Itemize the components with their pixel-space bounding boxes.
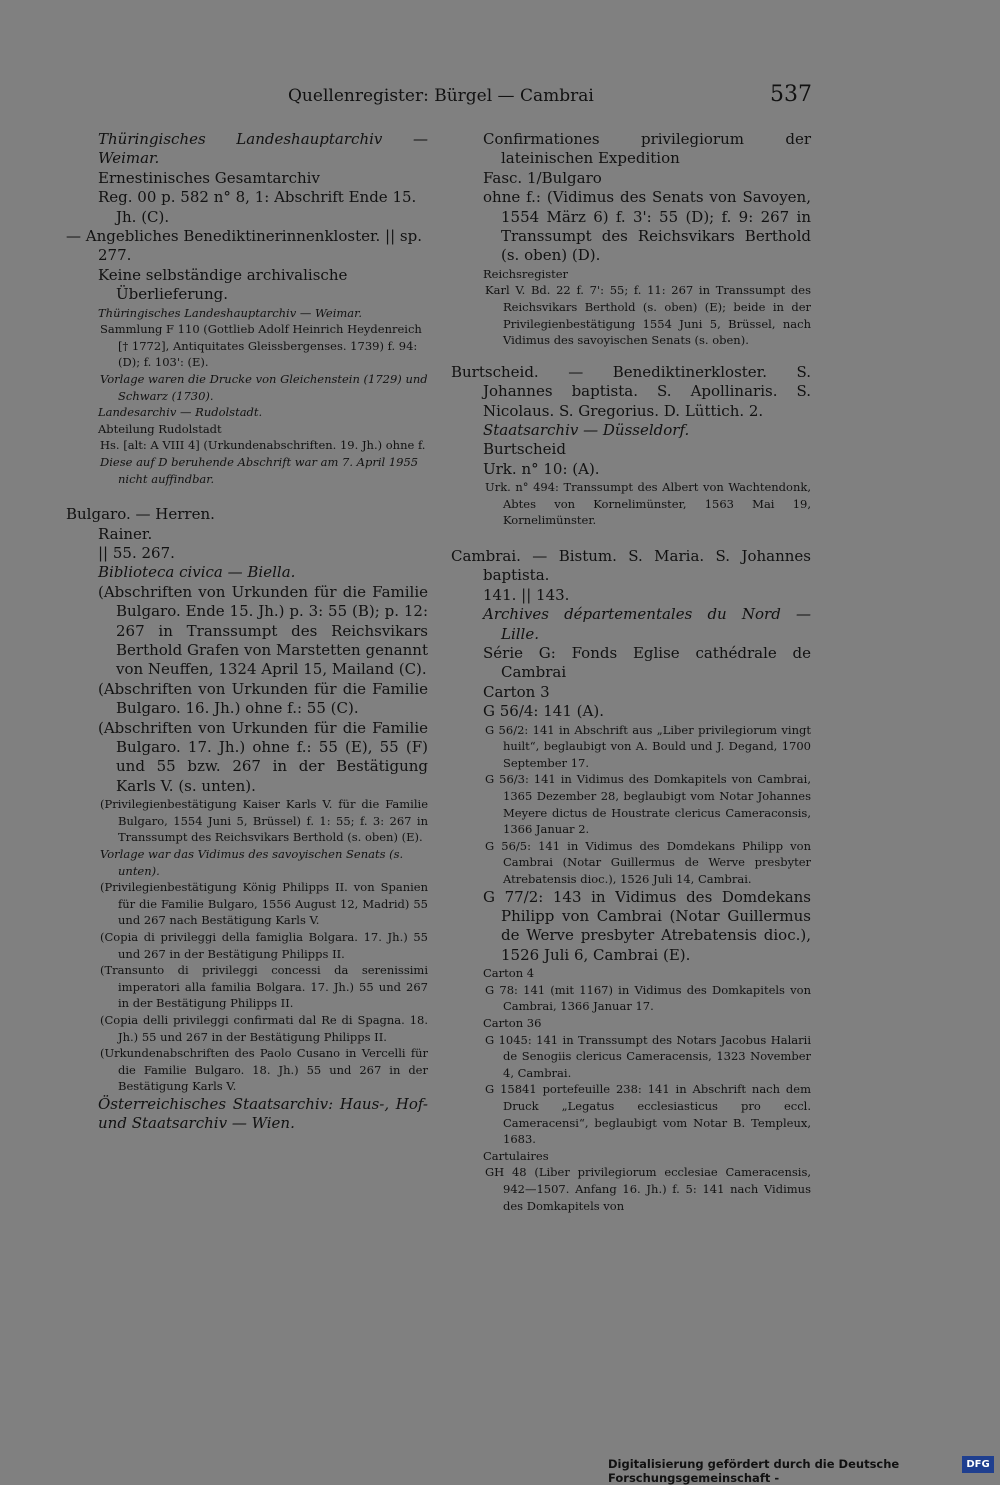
page-header [0,82,1000,116]
text-entry: (Privilegienbestätigung Kaiser Karls V. für die Familie Bulgaro, 1554 Juni 5, Brüssel) f. 1: 55; f. 3: 267 in Transsumpt des Reichsvikars Berthold (s. oben) (E). [100,797,428,845]
text-entry: Österreichisches Staatsarchiv: Haus-, Hof- und Staatsarchiv — Wien. [98,1094,428,1133]
text-entry: G 77/2: 143 in Vidimus des Domdekans Philipp von Cambrai (Notar Guillermus de Werve presbyter Atrebatensis dioc.), 1526 Juli 6, Cambrai (E). [483,887,811,964]
text-entry: Reichsregister [483,266,569,281]
text-entry: Ernestinisches Gesamtarchiv [98,168,320,187]
text-entry: Diese auf D beruhende Abschrift war am 7. April 1955 nicht auffindbar. [100,455,419,486]
text-entry: — Angebliches Benediktinerinnenkloster. || sp. 277. [66,227,422,265]
text-entry: Bulgaro. — Herren. [66,505,215,524]
text-entry: Burtscheid. — Benediktinerkloster. S. Johannes baptista. S. Apollinaris. S. Nicolaus. S. Gregorius. D. Lüttich. 2. [451,362,811,420]
footer-credit: Digitalisierung gefördert durch die Deutsche Forschungsgemeinschaft - [608,1457,900,1485]
left-column [66,130,428,1134]
text-entry: G 15841 portefeuille 238: 141 in Abschrift nach dem Druck „Legatus ecclesiasticus pro eccl. Cameracensi“, beglaubigt vom Notar B. Templeux, 1683. [485,1082,811,1147]
text-entry: (Abschriften von Urkunden für die Familie Bulgaro. 17. Jh.) ohne f.: 55 (E), 55 (F) und 55 bzw. 267 in der Bestätigung Karls V. (s. unten). [98,718,428,795]
text-entry: Hs. [alt: A VIII 4] (Urkundenabschriften. 19. Jh.) ohne f. [100,438,426,453]
text-entry: G 78: 141 (mit 1167) in Vidimus des Domkapitels von Cambrai, 1366 Januar 17. [485,982,811,1014]
text-entry: Archives départementales du Nord — Lille. [483,605,811,643]
text-entry: G 56/5: 141 in Vidimus des Domdekans Philipp von Cambrai (Notar Guillermus de Werve presbyter Atrebatensis dioc.), 1526 Juli 14, Cambrai. [485,838,811,887]
running-title: Quellenregister: Bürgel — Cambrai [288,86,594,106]
text-entry: Sammlung F 110 (Gottlieb Adolf Heinrich Heydenreich [† 1772], Antiquitates Gleissbergenses. 1739) f. 94: (D); f. 103': (E). [100,322,422,370]
text-entry: (Copia di privileggi della famiglia Bolgara. 17. Jh.) 55 und 267 in der Bestätigung Philipps II. [100,930,428,961]
text-entry: (Urkundenabschriften des Paolo Cusano in Vercelli für die Familie Bulgaro. 18. Jh.) 55 und 267 in der Bestätigung Karls V. [100,1046,428,1094]
dfg-logo: DFG [962,1456,994,1473]
text-entry: (Copia delli privileggi confirmati dal Re di Spagna. 18. Jh.) 55 und 267 in der Bestätigung Philipps II. [100,1013,428,1044]
text-entry: Staatsarchiv — Düsseldorf. [483,421,690,440]
text-entry: || 55. 267. [98,544,175,562]
text-entry: GH 48 (Liber privilegiorum ecclesiae Cameracensis, 942—1507. Anfang 16. Jh.) f. 5: 141 nach Vidimus des Domkapitels von [485,1165,811,1213]
spacer [451,349,811,363]
text-entry: Abteilung Rudolstadt [98,421,222,436]
text-entry: 141. || 143. [483,585,570,604]
text-entry: G 56/3: 141 in Vidimus des Domkapitels von Cambrai, 1365 Dezember 28, beglaubigt vom Notar Johannes Meyere dictus de Houstrate clericus Cameraconsis, 1366 Januar 2. [485,772,811,837]
text-entry: Karl V. Bd. 22 f. 7': 55; f. 11: 267 in Transsumpt des Reichsvikars Berthold (s. oben) (E); beide in der Privilegienbestätigung 1554 Juni 5, Brüssel, nach Vidimus des savoyischen Senats (s. oben). [485,283,811,348]
text-entry: Biblioteca civica — Biella. [98,563,296,582]
text-entry: Fasc. 1/Bulgaro [483,168,602,187]
text-entry: ohne f.: (Vidimus des Senats von Savoyen, 1554 März 6) f. 3': 55 (D); f. 9: 267 in Transsumpt des Reichsvikars Berthold (s. oben) (D). [483,188,811,265]
text-entry: Vorlage war das Vidimus des savoyischen Senats (s. unten). [100,847,404,878]
text-entry: (Abschriften von Urkunden für die Familie Bulgaro. Ende 15. Jh.) p. 3: 55 (B); p. 12: 267 in Transsumpt des Reichsvikars Berthold Grafen von Marstetten genannt von Neuffen, 1324 April 15, Mailand (C). [98,582,428,679]
text-entry: Confirmationes privilegiorum der lateinischen Expedition [483,130,811,168]
text-entry: Série G: Fonds Eglise cathédrale de Cambrai [483,644,811,682]
text-entry: Vorlage waren die Drucke von Gleichenstein (1729) und Schwarz (1730). [100,372,428,403]
text-entry: Carton 36 [483,1016,542,1031]
text-entry: Burtscheid [483,440,566,459]
text-entry: Cartulaires [483,1148,549,1163]
text-entry: Thüringisches Landeshauptarchiv — Weimar. [98,130,428,168]
right-column [451,130,811,1214]
spacer [451,529,811,547]
text-entry: G 56/2: 141 in Abschrift aus „Liber privilegiorum vingt huilt“, beglaubigt von A. Bould und J. Degand, 1700 September 17. [485,722,811,770]
text-entry: Cambrai. — Bistum. S. Maria. S. Johannes baptista. [451,547,811,585]
text-entry: Urk. n° 10: (A). [483,459,600,478]
footer [606,1455,1000,1485]
text-entry: G 1045: 141 in Transsumpt des Notars Jacobus Halarii de Senogiis clericus Cameracensis, 1323 November 4, Cambrai. [485,1032,811,1080]
text-entry: Rainer. [98,524,153,543]
text-entry: G 56/4: 141 (A). [483,702,604,721]
text-entry: (Abschriften von Urkunden für die Familie Bulgaro. 16. Jh.) ohne f.: 55 (C). [98,679,428,718]
text-entry: Thüringisches Landeshauptarchiv — Weimar. [98,305,363,320]
text-entry: Urk. n° 494: Transsumpt des Albert von Wachtendonk, Abtes von Kornelimünster, 1563 Mai 19, Kornelimünster. [485,480,811,528]
text-entry: Carton 3 [483,682,550,701]
text-entry: Keine selbständige archivalische Überlieferung. [98,265,348,304]
text-entry: (Privilegienbestätigung König Philipps II. von Spanien für die Familie Bulgaro, 1556 August 12, Madrid) 55 und 267 nach Bestätigung Karls V. [100,880,428,928]
text-entry: Carton 4 [483,966,535,981]
spacer [66,487,428,505]
text-entry: Landesarchiv — Rudolstadt. [98,405,263,420]
page-number: 537 [770,82,812,107]
text-entry: (Transunto di privileggi concessi da serenissimi imperatori alla familia Bolgara. 17. Jh.) 55 und 267 in der Bestätigung Philipps II. [100,963,428,1011]
text-entry: Reg. 00 p. 582 n° 8, 1: Abschrift Ende 15. Jh. (C). [98,188,417,226]
